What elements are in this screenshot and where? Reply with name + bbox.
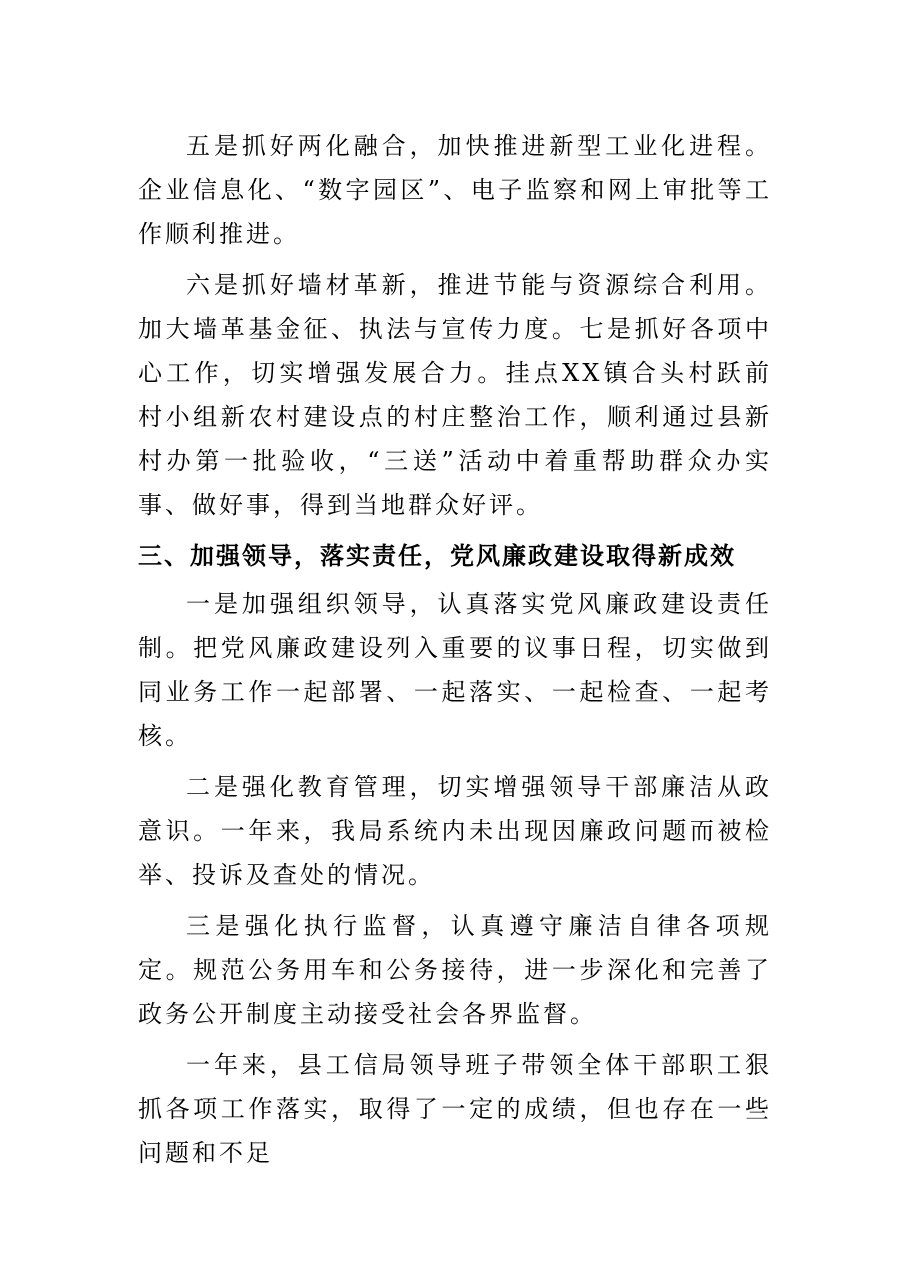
paragraph-organization: 一是加强组织领导，认真落实党风廉政建设责任制。把党风廉政建设列入重要的议事日程，切实做到同业务工作一起部署、一起落实、一起检查、一起考核。 [138,590,772,750]
section-heading: 三、加强领导，落实责任，党风廉政建设取得新成效 [138,542,736,570]
paragraph-supervision: 三是强化执行监督，认真遵守廉洁自律各项规定。规范公务用车和公务接待，进一步深化和完善了政务公开制度主动接受社会各界监督。 [138,912,772,1028]
paragraph-summary: 一年来，县工信局领导班子带领全体干部职工狠抓各项工作落实，取得了一定的成绩，但也存在一些问题和不足 [138,1051,772,1167]
document-body [138,124,772,1182]
paragraph-integration: 五是抓好两化融合，加快推进新型工业化进程。企业信息化、“数字园区”、电子监察和网上审批等工作顺利推进。 [138,132,772,248]
paragraph-education: 二是强化教育管理，切实增强领导干部廉洁从政意识。一年来，我局系统内未出现因廉政问题而被检举、投诉及查处的情况。 [138,773,772,889]
paragraph-wall-materials: 六是抓好墙材革新，推进节能与资源综合利用。加大墙革基金征、执法与宣传力度。七是抓好各项中心工作，切实增强发展合力。挂点XX镇合头村跃前村小组新农村建设点的村庄整治工作，顺利通过县新村办第一批验收，“三送”活动中着重帮助群众办实事、做好事，得到当地群众好评。 [138,271,772,519]
